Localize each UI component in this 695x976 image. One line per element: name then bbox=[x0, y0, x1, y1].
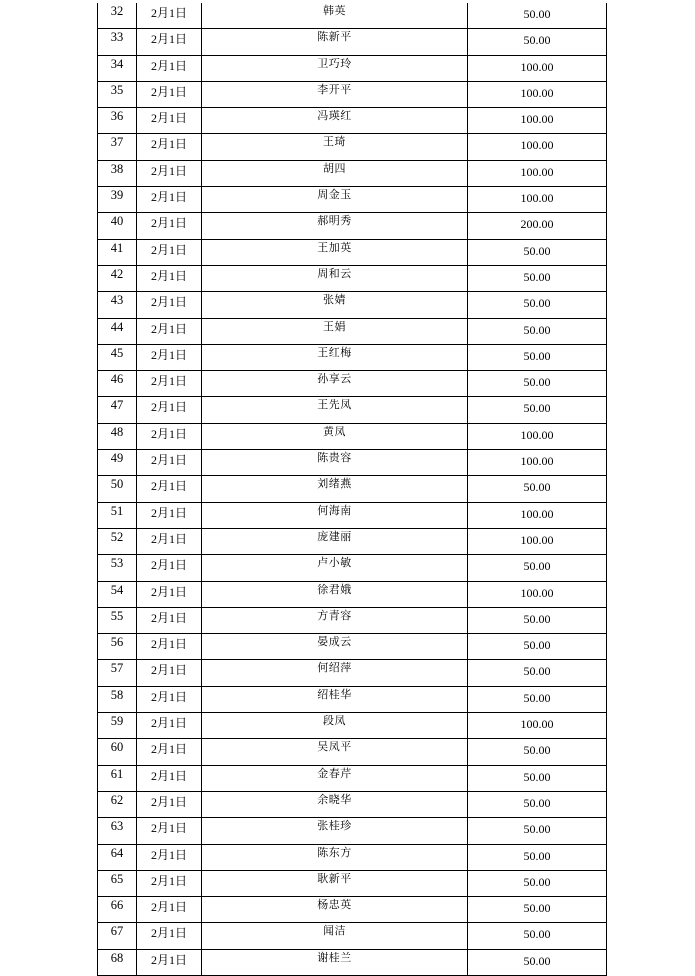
date-cell: 2月1日 bbox=[137, 371, 202, 397]
name-cell: 王娟 bbox=[202, 318, 468, 344]
date-cell: 2月1日 bbox=[137, 765, 202, 791]
date-cell: 2月1日 bbox=[137, 502, 202, 528]
name-cell: 余晓华 bbox=[202, 791, 468, 817]
amount-cell: 100.00 bbox=[468, 713, 607, 739]
row-number-cell: 37 bbox=[98, 134, 137, 160]
row-number-cell: 32 bbox=[98, 3, 137, 29]
row-number-cell: 52 bbox=[98, 528, 137, 554]
amount-cell: 50.00 bbox=[468, 607, 607, 633]
amount-cell: 100.00 bbox=[468, 55, 607, 81]
name-cell: 晏成云 bbox=[202, 634, 468, 660]
amount-cell: 100.00 bbox=[468, 581, 607, 607]
amount-cell: 50.00 bbox=[468, 765, 607, 791]
name-cell: 吴凤平 bbox=[202, 739, 468, 765]
name-cell: 周金玉 bbox=[202, 187, 468, 213]
name-cell: 周和云 bbox=[202, 265, 468, 291]
amount-cell: 100.00 bbox=[468, 108, 607, 134]
table-row bbox=[98, 265, 607, 291]
row-number-cell: 54 bbox=[98, 581, 137, 607]
date-cell: 2月1日 bbox=[137, 528, 202, 554]
table-row bbox=[98, 450, 607, 476]
table-row bbox=[98, 318, 607, 344]
name-cell: 冯瑛红 bbox=[202, 108, 468, 134]
amount-cell: 50.00 bbox=[468, 397, 607, 423]
table-row bbox=[98, 660, 607, 686]
row-number-cell: 56 bbox=[98, 634, 137, 660]
date-cell: 2月1日 bbox=[137, 686, 202, 712]
donation-table-body bbox=[98, 3, 607, 975]
date-cell: 2月1日 bbox=[137, 81, 202, 107]
amount-cell: 50.00 bbox=[468, 239, 607, 265]
row-number-cell: 49 bbox=[98, 450, 137, 476]
date-cell: 2月1日 bbox=[137, 581, 202, 607]
row-number-cell: 53 bbox=[98, 555, 137, 581]
row-number-cell: 55 bbox=[98, 607, 137, 633]
amount-cell: 50.00 bbox=[468, 29, 607, 55]
table-row bbox=[98, 134, 607, 160]
donation-table bbox=[97, 3, 607, 976]
table-row bbox=[98, 923, 607, 949]
table-row bbox=[98, 897, 607, 923]
amount-cell: 100.00 bbox=[468, 134, 607, 160]
name-cell: 王红梅 bbox=[202, 344, 468, 370]
amount-cell: 100.00 bbox=[468, 81, 607, 107]
name-cell: 徐君娥 bbox=[202, 581, 468, 607]
name-cell: 郝明秀 bbox=[202, 213, 468, 239]
row-number-cell: 50 bbox=[98, 476, 137, 502]
table-row bbox=[98, 502, 607, 528]
date-cell: 2月1日 bbox=[137, 739, 202, 765]
amount-cell: 50.00 bbox=[468, 949, 607, 975]
name-cell: 刘绪燕 bbox=[202, 476, 468, 502]
row-number-cell: 59 bbox=[98, 713, 137, 739]
row-number-cell: 57 bbox=[98, 660, 137, 686]
table-row bbox=[98, 397, 607, 423]
amount-cell: 50.00 bbox=[468, 371, 607, 397]
row-number-cell: 33 bbox=[98, 29, 137, 55]
table-row bbox=[98, 818, 607, 844]
row-number-cell: 51 bbox=[98, 502, 137, 528]
table-row bbox=[98, 344, 607, 370]
amount-cell: 50.00 bbox=[468, 292, 607, 318]
date-cell: 2月1日 bbox=[137, 397, 202, 423]
row-number-cell: 64 bbox=[98, 844, 137, 870]
row-number-cell: 48 bbox=[98, 423, 137, 449]
table-row bbox=[98, 844, 607, 870]
row-number-cell: 65 bbox=[98, 870, 137, 896]
amount-cell: 50.00 bbox=[468, 318, 607, 344]
amount-cell: 50.00 bbox=[468, 923, 607, 949]
name-cell: 王琦 bbox=[202, 134, 468, 160]
amount-cell: 100.00 bbox=[468, 160, 607, 186]
name-cell: 陈贵容 bbox=[202, 450, 468, 476]
name-cell: 闻洁 bbox=[202, 923, 468, 949]
date-cell: 2月1日 bbox=[137, 476, 202, 502]
date-cell: 2月1日 bbox=[137, 607, 202, 633]
name-cell: 孙享云 bbox=[202, 371, 468, 397]
amount-cell: 50.00 bbox=[468, 344, 607, 370]
date-cell: 2月1日 bbox=[137, 29, 202, 55]
date-cell: 2月1日 bbox=[137, 949, 202, 975]
row-number-cell: 38 bbox=[98, 160, 137, 186]
date-cell: 2月1日 bbox=[137, 423, 202, 449]
name-cell: 胡四 bbox=[202, 160, 468, 186]
amount-cell: 50.00 bbox=[468, 3, 607, 29]
row-number-cell: 46 bbox=[98, 371, 137, 397]
table-row bbox=[98, 187, 607, 213]
date-cell: 2月1日 bbox=[137, 870, 202, 896]
name-cell: 耿新平 bbox=[202, 870, 468, 896]
amount-cell: 50.00 bbox=[468, 818, 607, 844]
amount-cell: 50.00 bbox=[468, 634, 607, 660]
table-row bbox=[98, 108, 607, 134]
date-cell: 2月1日 bbox=[137, 344, 202, 370]
row-number-cell: 35 bbox=[98, 81, 137, 107]
row-number-cell: 47 bbox=[98, 397, 137, 423]
row-number-cell: 60 bbox=[98, 739, 137, 765]
table-row bbox=[98, 870, 607, 896]
row-number-cell: 62 bbox=[98, 791, 137, 817]
table-row bbox=[98, 949, 607, 975]
table-row bbox=[98, 607, 607, 633]
date-cell: 2月1日 bbox=[137, 660, 202, 686]
row-number-cell: 58 bbox=[98, 686, 137, 712]
name-cell: 卫巧玲 bbox=[202, 55, 468, 81]
amount-cell: 50.00 bbox=[468, 897, 607, 923]
table-row bbox=[98, 528, 607, 554]
table-row bbox=[98, 765, 607, 791]
date-cell: 2月1日 bbox=[137, 818, 202, 844]
table-row bbox=[98, 713, 607, 739]
date-cell: 2月1日 bbox=[137, 265, 202, 291]
name-cell: 金春芹 bbox=[202, 765, 468, 791]
table-row bbox=[98, 581, 607, 607]
table-row bbox=[98, 292, 607, 318]
date-cell: 2月1日 bbox=[137, 108, 202, 134]
name-cell: 黄凤 bbox=[202, 423, 468, 449]
row-number-cell: 36 bbox=[98, 108, 137, 134]
amount-cell: 50.00 bbox=[468, 265, 607, 291]
amount-cell: 50.00 bbox=[468, 686, 607, 712]
name-cell: 方青容 bbox=[202, 607, 468, 633]
row-number-cell: 39 bbox=[98, 187, 137, 213]
date-cell: 2月1日 bbox=[137, 187, 202, 213]
amount-cell: 200.00 bbox=[468, 213, 607, 239]
table-row bbox=[98, 791, 607, 817]
row-number-cell: 40 bbox=[98, 213, 137, 239]
date-cell: 2月1日 bbox=[137, 923, 202, 949]
date-cell: 2月1日 bbox=[137, 292, 202, 318]
name-cell: 陈东方 bbox=[202, 844, 468, 870]
row-number-cell: 66 bbox=[98, 897, 137, 923]
date-cell: 2月1日 bbox=[137, 55, 202, 81]
date-cell: 2月1日 bbox=[137, 713, 202, 739]
row-number-cell: 43 bbox=[98, 292, 137, 318]
name-cell: 王先凤 bbox=[202, 397, 468, 423]
date-cell: 2月1日 bbox=[137, 134, 202, 160]
table-row bbox=[98, 634, 607, 660]
date-cell: 2月1日 bbox=[137, 450, 202, 476]
table-row bbox=[98, 213, 607, 239]
row-number-cell: 68 bbox=[98, 949, 137, 975]
amount-cell: 100.00 bbox=[468, 450, 607, 476]
date-cell: 2月1日 bbox=[137, 213, 202, 239]
name-cell: 王加英 bbox=[202, 239, 468, 265]
date-cell: 2月1日 bbox=[137, 239, 202, 265]
name-cell: 谢桂兰 bbox=[202, 949, 468, 975]
table-row bbox=[98, 555, 607, 581]
row-number-cell: 34 bbox=[98, 55, 137, 81]
row-number-cell: 61 bbox=[98, 765, 137, 791]
row-number-cell: 44 bbox=[98, 318, 137, 344]
name-cell: 韩英 bbox=[202, 3, 468, 29]
amount-cell: 50.00 bbox=[468, 660, 607, 686]
date-cell: 2月1日 bbox=[137, 634, 202, 660]
date-cell: 2月1日 bbox=[137, 318, 202, 344]
table-row bbox=[98, 81, 607, 107]
name-cell: 何海南 bbox=[202, 502, 468, 528]
amount-cell: 100.00 bbox=[468, 423, 607, 449]
date-cell: 2月1日 bbox=[137, 160, 202, 186]
name-cell: 绍桂华 bbox=[202, 686, 468, 712]
table-row bbox=[98, 55, 607, 81]
name-cell: 段凤 bbox=[202, 713, 468, 739]
amount-cell: 50.00 bbox=[468, 844, 607, 870]
table-row bbox=[98, 686, 607, 712]
date-cell: 2月1日 bbox=[137, 844, 202, 870]
name-cell: 张桂珍 bbox=[202, 818, 468, 844]
table-row bbox=[98, 239, 607, 265]
name-cell: 张婧 bbox=[202, 292, 468, 318]
name-cell: 李开平 bbox=[202, 81, 468, 107]
table-row bbox=[98, 739, 607, 765]
name-cell: 何绍萍 bbox=[202, 660, 468, 686]
table-row bbox=[98, 371, 607, 397]
date-cell: 2月1日 bbox=[137, 555, 202, 581]
name-cell: 陈新平 bbox=[202, 29, 468, 55]
amount-cell: 50.00 bbox=[468, 555, 607, 581]
amount-cell: 50.00 bbox=[468, 739, 607, 765]
amount-cell: 100.00 bbox=[468, 528, 607, 554]
row-number-cell: 67 bbox=[98, 923, 137, 949]
table-row bbox=[98, 160, 607, 186]
date-cell: 2月1日 bbox=[137, 791, 202, 817]
amount-cell: 50.00 bbox=[468, 791, 607, 817]
amount-cell: 50.00 bbox=[468, 870, 607, 896]
row-number-cell: 63 bbox=[98, 818, 137, 844]
row-number-cell: 42 bbox=[98, 265, 137, 291]
name-cell: 卢小敏 bbox=[202, 555, 468, 581]
table-row bbox=[98, 476, 607, 502]
date-cell: 2月1日 bbox=[137, 3, 202, 29]
table-row bbox=[98, 3, 607, 29]
name-cell: 杨忠英 bbox=[202, 897, 468, 923]
table-row bbox=[98, 29, 607, 55]
amount-cell: 100.00 bbox=[468, 187, 607, 213]
row-number-cell: 41 bbox=[98, 239, 137, 265]
name-cell: 庞建丽 bbox=[202, 528, 468, 554]
table-row bbox=[98, 423, 607, 449]
amount-cell: 100.00 bbox=[468, 502, 607, 528]
row-number-cell: 45 bbox=[98, 344, 137, 370]
amount-cell: 50.00 bbox=[468, 476, 607, 502]
date-cell: 2月1日 bbox=[137, 897, 202, 923]
